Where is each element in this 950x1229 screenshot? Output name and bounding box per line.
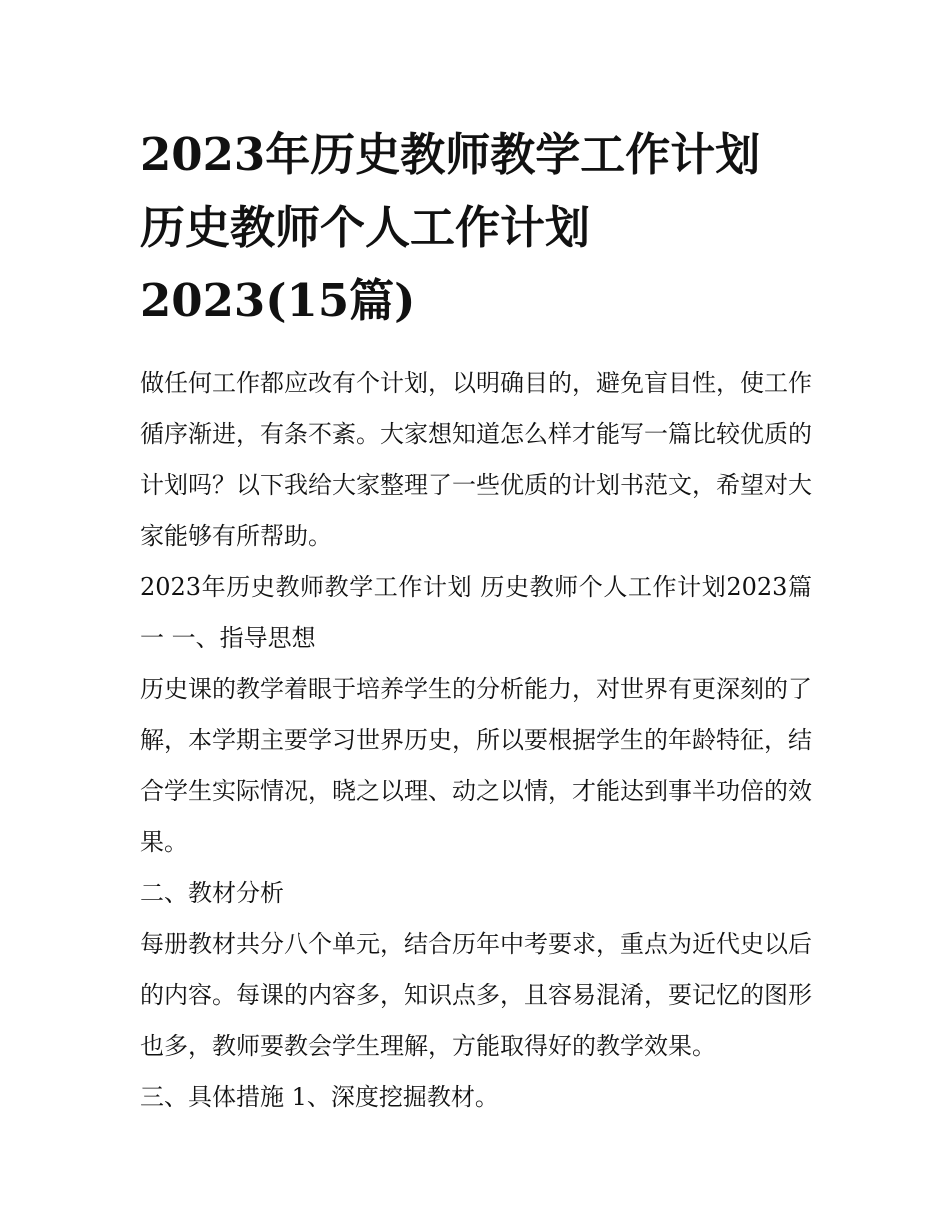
- document-title: [140, 118, 812, 337]
- section-heading-specific-measures: 三、具体措施 1、深度挖掘教材。: [140, 1083, 499, 1111]
- title-line-1: 2023年历史教师教学工作计划: [140, 128, 761, 181]
- textbook-analysis-paragraph: 每册教材共分八个单元，结合历年中考要求，重点为近代史以后的内容。每课的内容多，知识点多，且容易混淆，要记忆的图形也多，教师要教会学生理解，方能取得好的教学效果。: [140, 930, 812, 1060]
- intro-paragraph: 做任何工作都应改有个计划，以明确目的，避免盲目性，使工作循序渐进，有条不紊。大家想知道怎么样才能写一篇比较优质的计划吗？以下我给大家整理了一些优质的计划书范文，希望对大家能够有所帮助。: [140, 369, 812, 550]
- title-line-3: 2023(15篇): [140, 274, 416, 327]
- title-line-2: 历史教师个人工作计划: [140, 201, 591, 254]
- document-body: [140, 358, 812, 1123]
- document-page: [140, 118, 812, 1123]
- section-heading-guiding-ideology: 2023年历史教师教学工作计划 历史教师个人工作计划2023篇一 一、指导思想: [140, 573, 812, 652]
- guiding-ideology-paragraph: 历史课的教学着眼于培养学生的分析能力，对世界有更深刻的了解，本学期主要学习世界历史，所以要根据学生的年龄特征，结合学生实际情况，晓之以理、动之以情，才能达到事半功倍的效果。: [140, 675, 812, 856]
- section-heading-textbook-analysis: 二、教材分析: [140, 879, 284, 907]
